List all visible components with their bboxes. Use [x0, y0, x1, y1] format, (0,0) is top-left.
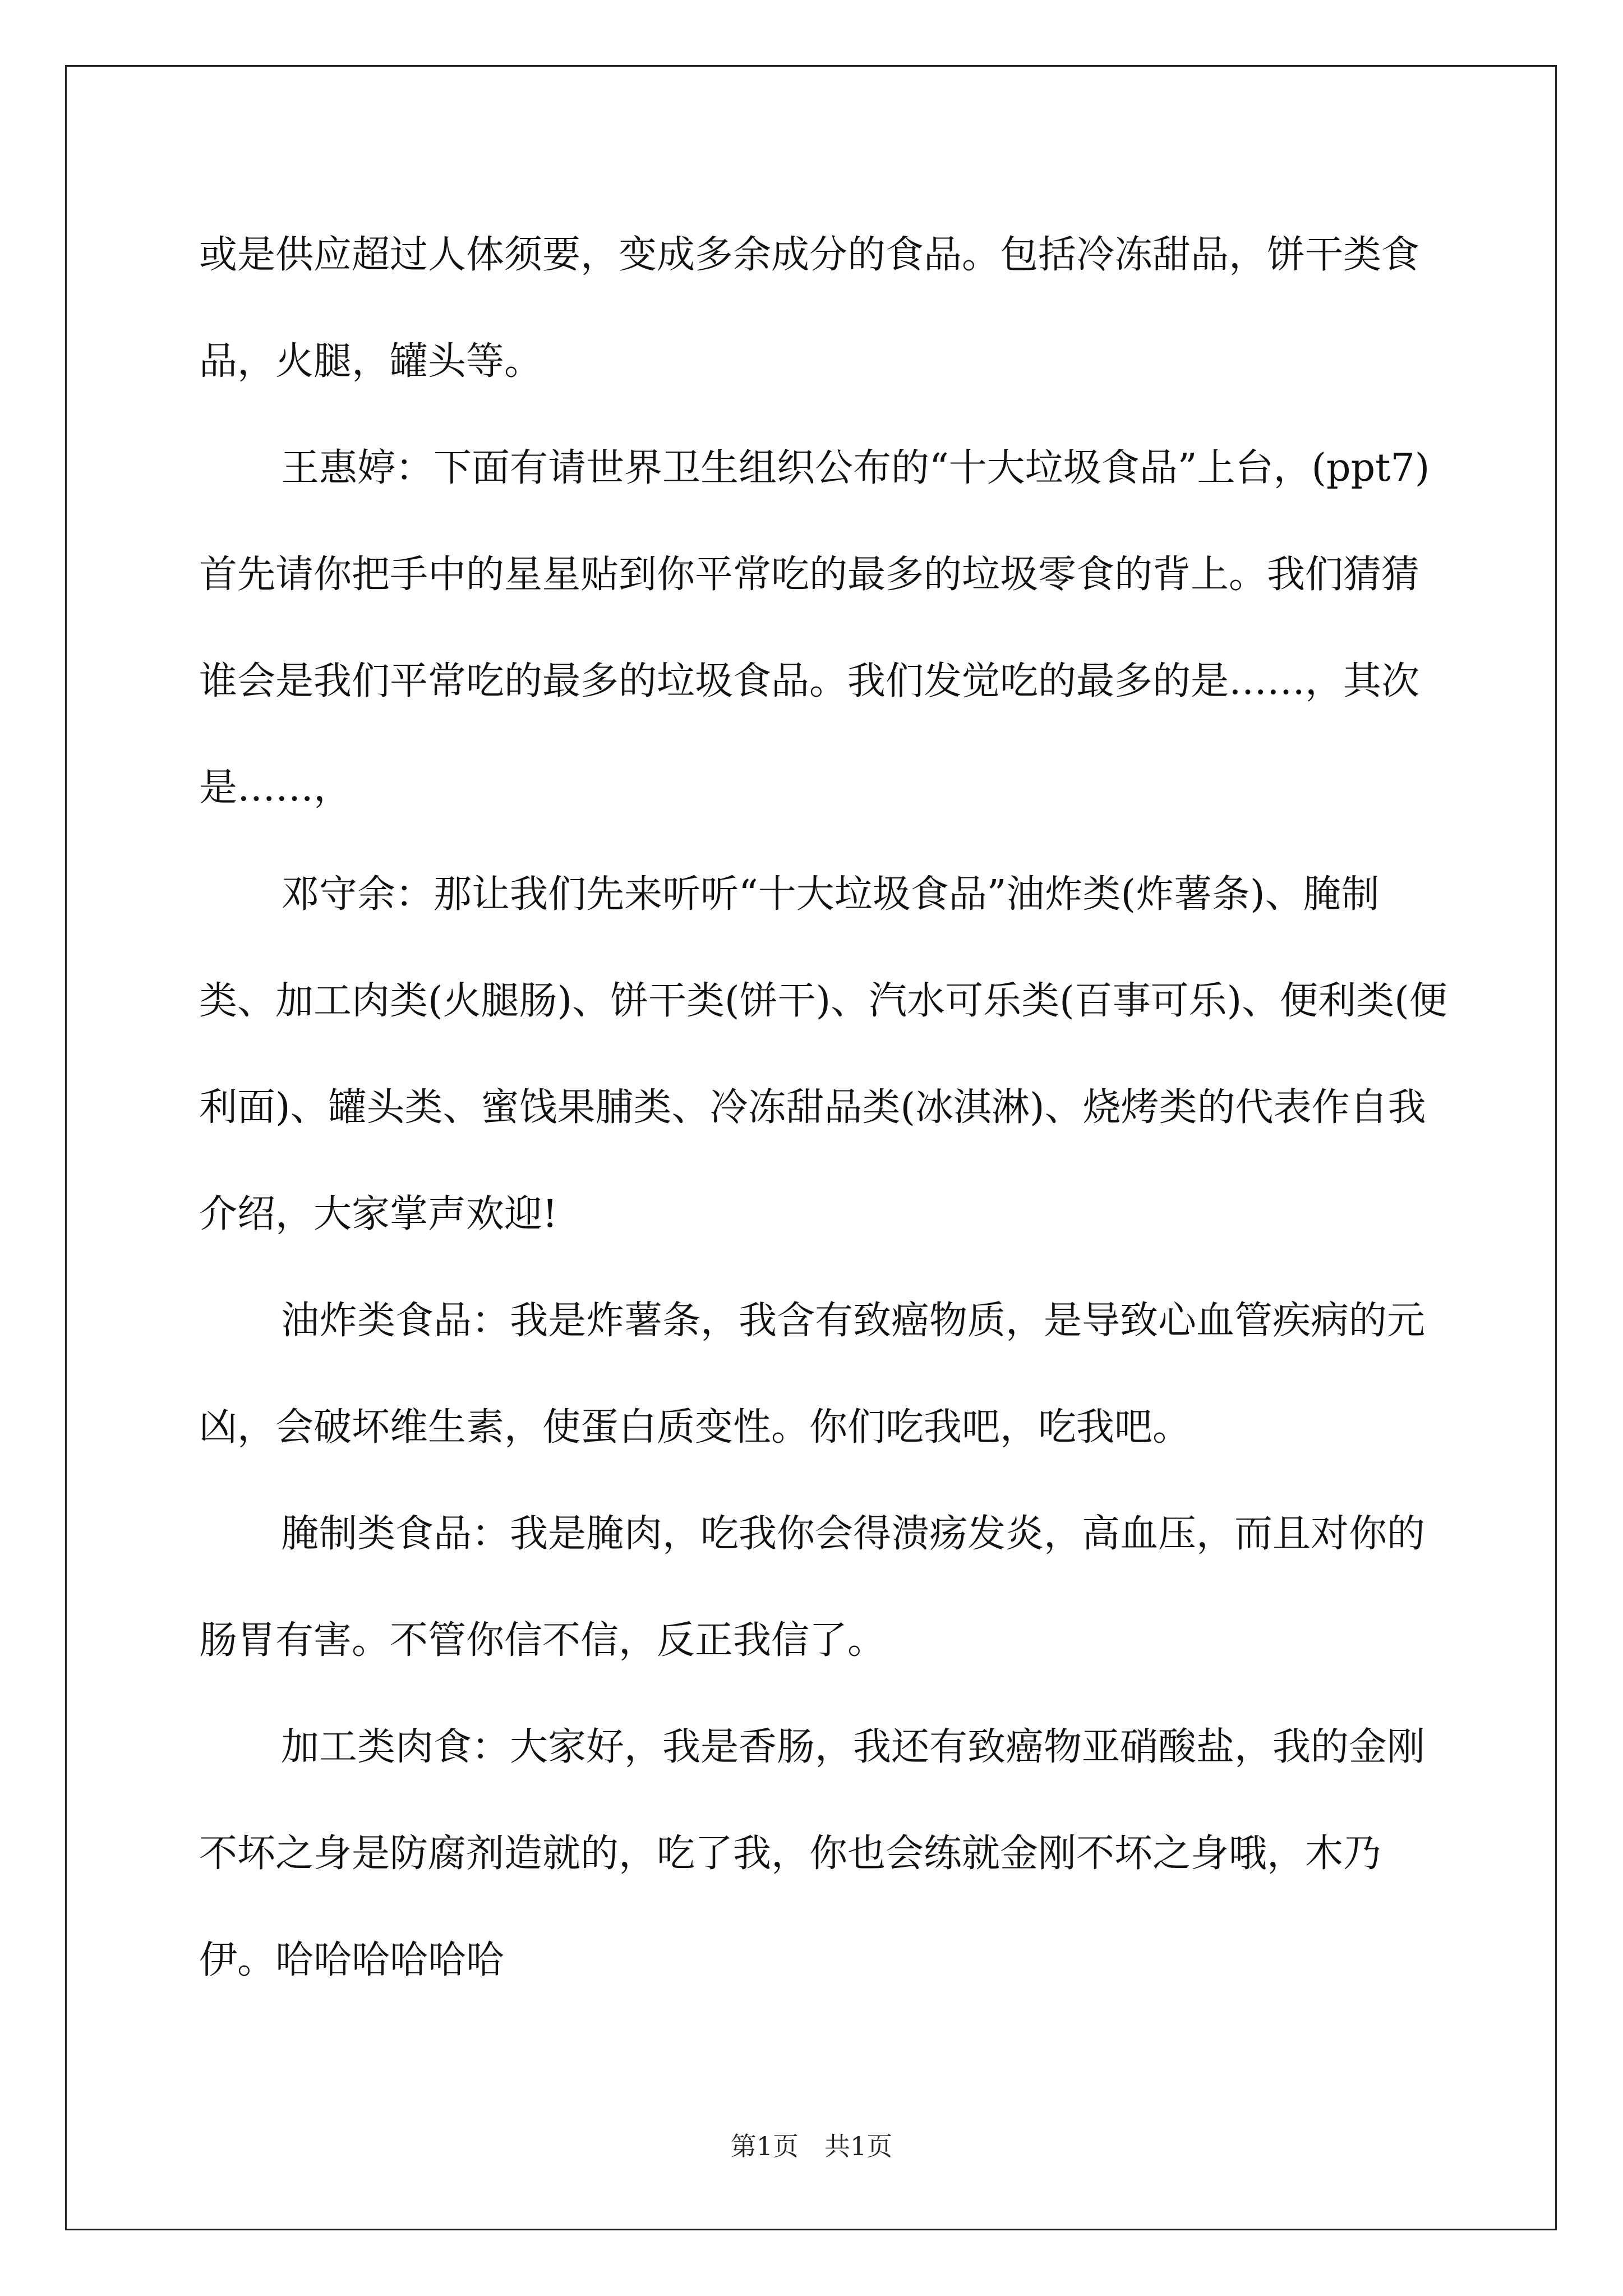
- paragraph-5: 腌制类食品：我是腌肉，吃我你会得溃疡发炎，高血压，而且对你的肠胃有害。不管你信不信，反正我信了。: [199, 1512, 1426, 1663]
- page-total: 共1页: [824, 2131, 893, 2161]
- paragraph-1: 或是供应超过人体须要，变成多余成分的食品。包括冷冻甜品，饼干类食品，火腿，罐头等。: [199, 233, 1420, 384]
- document-body: [199, 202, 1450, 2014]
- paragraph-3: 邓守余：那让我们先来听听“十大垃圾食品”油炸类(炸薯条)、腌制类、加工肉类(火腿肠)、饼干类(饼干)、汽水可乐类(百事可乐)、便利类(便利面)、罐头类、蜜饯果脯类、冷冻甜品类(冰淇淋)、烧烤类的代表作自我介绍，大家掌声欢迎!: [199, 872, 1447, 1236]
- page-number: 第1页: [730, 2131, 799, 2161]
- page-footer: [0, 2126, 1623, 2163]
- paragraph-4: 油炸类食品：我是炸薯条，我含有致癌物质，是导致心血管疾病的元凶，会破坏维生素，使蛋白质变性。你们吃我吧，吃我吧。: [199, 1299, 1426, 1450]
- paragraph-2: 王惠婷：下面有请世界卫生组织公布的“十大垃圾食品”上台，(ppt7)首先请你把手中的星星贴到你平常吃的最多的垃圾零食的背上。我们猜猜谁会是我们平常吃的最多的垃圾食品。我们发觉吃的最多的是……，其次是……，: [199, 446, 1430, 810]
- paragraph-6: 加工类肉食：大家好，我是香肠，我还有致癌物亚硝酸盐，我的金刚不坏之身是防腐剂造就的，吃了我，你也会练就金刚不坏之身哦，木乃伊。哈哈哈哈哈哈: [199, 1725, 1426, 1982]
